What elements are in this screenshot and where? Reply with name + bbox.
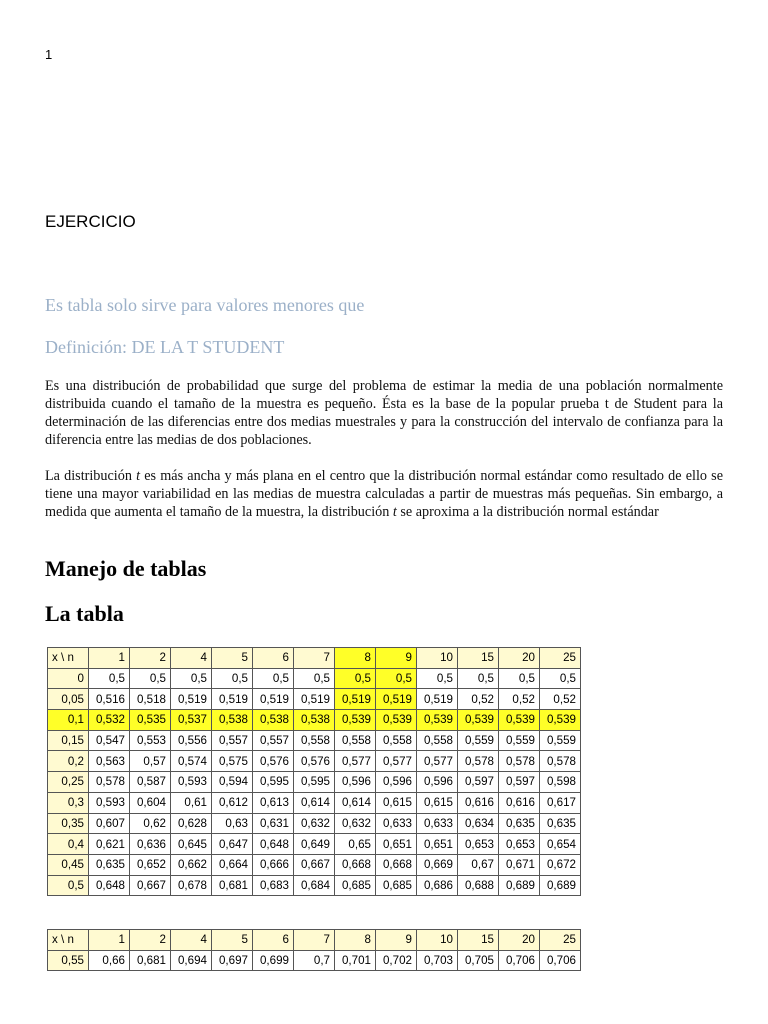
table-cell: 0,558	[335, 730, 376, 751]
italic-t: t	[392, 504, 397, 520]
table-cell: 0,669	[417, 854, 458, 875]
table-cell: 0,614	[294, 792, 335, 813]
table-cell: 0,553	[130, 730, 171, 751]
table-cell: 0,593	[89, 792, 130, 813]
table-row	[48, 875, 581, 896]
table-cell: 0,5	[89, 668, 130, 689]
table-cell: 0,681	[130, 950, 171, 971]
table-cell: 0,645	[171, 834, 212, 855]
table-cell: 0,7	[294, 950, 335, 971]
table-cell: 0,706	[540, 950, 581, 971]
table-row	[48, 950, 581, 971]
column-header-n: 5	[212, 930, 253, 951]
table-row	[48, 751, 581, 772]
column-header-n: 20	[499, 930, 540, 951]
table-row	[48, 710, 581, 731]
table-row	[48, 772, 581, 793]
table-cell: 0,66	[89, 950, 130, 971]
table-cell: 0,5	[253, 668, 294, 689]
table-cell: 0,595	[294, 772, 335, 793]
table-cell: 0,558	[417, 730, 458, 751]
table-cell: 0,628	[171, 813, 212, 834]
table-cell: 0,647	[212, 834, 253, 855]
table-cell: 0,577	[335, 751, 376, 772]
section-heading-manejo: Manejo de tablas	[45, 556, 207, 581]
table-cell: 0,556	[171, 730, 212, 751]
column-header-n: 15	[458, 930, 499, 951]
row-header-x: 0,55	[48, 950, 89, 971]
table-cell: 0,574	[171, 751, 212, 772]
table-cell: 0,57	[130, 751, 171, 772]
table-cell: 0,5	[376, 668, 417, 689]
table-row	[48, 813, 581, 834]
table-cell: 0,614	[335, 792, 376, 813]
table-cell: 0,577	[376, 751, 417, 772]
paragraph-definition: Es una distribución de probabilidad que surge del problema de estimar la media de una población normalmente distribuida cuando el tamaño de la muestra es pequeño. Ésta es la base de la popular prueba t de Student para la determinación de las diferencias entre dos medias muestrales y para la construcción del intervalo de confianza para la diferencia entre las medias de dos poblaciones.	[45, 378, 723, 448]
table-cell: 0,615	[376, 792, 417, 813]
table-corner-cell: x \ n	[48, 930, 89, 951]
table-cell: 0,668	[335, 854, 376, 875]
table-cell: 0,635	[499, 813, 540, 834]
table-cell: 0,648	[89, 875, 130, 896]
row-header-x: 0,25	[48, 772, 89, 793]
table-cell: 0,681	[212, 875, 253, 896]
table-cell: 0,62	[130, 813, 171, 834]
table-cell: 0,5	[130, 668, 171, 689]
table-row	[48, 689, 581, 710]
table-row	[48, 730, 581, 751]
table-cell: 0,61	[171, 792, 212, 813]
table-cell: 0,519	[171, 689, 212, 710]
table-cell: 0,616	[499, 792, 540, 813]
column-header-n: 20	[499, 648, 540, 669]
table-note: Es tabla solo sirve para valores menores que	[45, 295, 365, 315]
table-cell: 0,5	[499, 668, 540, 689]
table-cell: 0,667	[294, 854, 335, 875]
table-cell: 0,52	[458, 689, 499, 710]
row-header-x: 0,05	[48, 689, 89, 710]
table-cell: 0,632	[294, 813, 335, 834]
table-cell: 0,671	[499, 854, 540, 875]
table-cell: 0,538	[253, 710, 294, 731]
table-cell: 0,615	[417, 792, 458, 813]
table-cell: 0,672	[540, 854, 581, 875]
table-cell: 0,539	[458, 710, 499, 731]
table-cell: 0,63	[212, 813, 253, 834]
table-cell: 0,653	[458, 834, 499, 855]
column-header-n: 15	[458, 648, 499, 669]
table-cell: 0,587	[130, 772, 171, 793]
table-cell: 0,578	[89, 772, 130, 793]
row-header-x: 0,2	[48, 751, 89, 772]
table-cell: 0,631	[253, 813, 294, 834]
table-cell: 0,596	[417, 772, 458, 793]
table-cell: 0,688	[458, 875, 499, 896]
t-student-table	[47, 647, 581, 896]
table-cell: 0,701	[335, 950, 376, 971]
table-cell: 0,519	[212, 689, 253, 710]
table-cell: 0,519	[253, 689, 294, 710]
column-header-n: 7	[294, 930, 335, 951]
table-cell: 0,678	[171, 875, 212, 896]
table-cell: 0,635	[540, 813, 581, 834]
row-header-x: 0,4	[48, 834, 89, 855]
column-header-n: 6	[253, 648, 294, 669]
column-header-n: 8	[335, 648, 376, 669]
table-cell: 0,654	[540, 834, 581, 855]
table-cell: 0,559	[540, 730, 581, 751]
table-cell: 0,575	[212, 751, 253, 772]
table-cell: 0,67	[458, 854, 499, 875]
table-cell: 0,632	[335, 813, 376, 834]
table-cell: 0,563	[89, 751, 130, 772]
table-cell: 0,5	[417, 668, 458, 689]
column-header-n: 25	[540, 930, 581, 951]
table-cell: 0,633	[417, 813, 458, 834]
table-cell: 0,648	[253, 834, 294, 855]
definition-heading: Definición: DE LA T STUDENT	[45, 337, 285, 357]
table-cell: 0,651	[417, 834, 458, 855]
column-header-n: 10	[417, 648, 458, 669]
table-cell: 0,539	[540, 710, 581, 731]
table-cell: 0,651	[376, 834, 417, 855]
table-row	[48, 854, 581, 875]
column-header-n: 4	[171, 930, 212, 951]
table-cell: 0,558	[376, 730, 417, 751]
column-header-n: 5	[212, 648, 253, 669]
row-header-x: 0,5	[48, 875, 89, 896]
table-cell: 0,516	[89, 689, 130, 710]
table-cell: 0,662	[171, 854, 212, 875]
italic-t: t	[136, 468, 141, 484]
table-cell: 0,5	[212, 668, 253, 689]
column-header-n: 6	[253, 930, 294, 951]
table-cell: 0,604	[130, 792, 171, 813]
row-header-x: 0	[48, 668, 89, 689]
t-student-table-continued	[47, 929, 581, 971]
table-cell: 0,597	[499, 772, 540, 793]
table-cell: 0,613	[253, 792, 294, 813]
column-header-n: 7	[294, 648, 335, 669]
table-cell: 0,685	[335, 875, 376, 896]
table-cell: 0,519	[335, 689, 376, 710]
table-cell: 0,538	[212, 710, 253, 731]
table-cell: 0,519	[417, 689, 458, 710]
table-cell: 0,576	[294, 751, 335, 772]
table-cell: 0,5	[540, 668, 581, 689]
column-header-n: 2	[130, 930, 171, 951]
paragraph-text: es más ancha y más plana en el centro que la distribución normal estándar como resultado de ello se tiene una mayor variabilidad en las medias de muestra calculadas a partir de muestras más pequeñas. Sin embargo, a medida que aumenta el tamaño de la muestra, la distribución	[45, 468, 723, 520]
table-cell: 0,694	[171, 950, 212, 971]
table-header-row	[48, 648, 581, 669]
table-cell: 0,685	[376, 875, 417, 896]
table-cell: 0,538	[294, 710, 335, 731]
table-cell: 0,537	[171, 710, 212, 731]
column-header-n: 2	[130, 648, 171, 669]
section-heading-tabla: La tabla	[45, 601, 124, 626]
table-cell: 0,5	[294, 668, 335, 689]
table-cell: 0,539	[499, 710, 540, 731]
table-cell: 0,535	[130, 710, 171, 731]
column-header-n: 9	[376, 930, 417, 951]
table-cell: 0,668	[376, 854, 417, 875]
column-header-n: 1	[89, 648, 130, 669]
table-cell: 0,558	[294, 730, 335, 751]
table-row	[48, 668, 581, 689]
table-cell: 0,697	[212, 950, 253, 971]
row-header-x: 0,45	[48, 854, 89, 875]
column-header-n: 8	[335, 930, 376, 951]
table-cell: 0,576	[253, 751, 294, 772]
table-row	[48, 834, 581, 855]
table-cell: 0,519	[294, 689, 335, 710]
table-cell: 0,612	[212, 792, 253, 813]
table-cell: 0,578	[458, 751, 499, 772]
column-header-n: 10	[417, 930, 458, 951]
row-header-x: 0,15	[48, 730, 89, 751]
table-cell: 0,557	[212, 730, 253, 751]
table-cell: 0,621	[89, 834, 130, 855]
table-cell: 0,616	[458, 792, 499, 813]
table-cell: 0,578	[499, 751, 540, 772]
table-cell: 0,706	[499, 950, 540, 971]
table-cell: 0,578	[540, 751, 581, 772]
table-cell: 0,557	[253, 730, 294, 751]
paragraph-text: La distribución	[45, 468, 137, 484]
table-cell: 0,518	[130, 689, 171, 710]
table-cell: 0,686	[417, 875, 458, 896]
table-cell: 0,547	[89, 730, 130, 751]
table-cell: 0,65	[335, 834, 376, 855]
table-cell: 0,593	[171, 772, 212, 793]
table-cell: 0,664	[212, 854, 253, 875]
table-cell: 0,52	[540, 689, 581, 710]
exercise-title: EJERCICIO	[45, 212, 136, 231]
table-cell: 0,539	[417, 710, 458, 731]
table-cell: 0,539	[376, 710, 417, 731]
table-cell: 0,617	[540, 792, 581, 813]
table-cell: 0,699	[253, 950, 294, 971]
column-header-n: 4	[171, 648, 212, 669]
table-row	[48, 792, 581, 813]
table-cell: 0,634	[458, 813, 499, 834]
table-cell: 0,635	[89, 854, 130, 875]
table-cell: 0,705	[458, 950, 499, 971]
table-cell: 0,703	[417, 950, 458, 971]
column-header-n: 1	[89, 930, 130, 951]
table-cell: 0,539	[335, 710, 376, 731]
paragraph-distribution	[45, 467, 723, 521]
table-cell: 0,595	[253, 772, 294, 793]
row-header-x: 0,3	[48, 792, 89, 813]
table-cell: 0,597	[458, 772, 499, 793]
table-cell: 0,649	[294, 834, 335, 855]
table-cell: 0,689	[499, 875, 540, 896]
column-header-n: 9	[376, 648, 417, 669]
table-cell: 0,653	[499, 834, 540, 855]
page-number: 1	[45, 47, 53, 62]
table-cell: 0,598	[540, 772, 581, 793]
table-cell: 0,596	[335, 772, 376, 793]
table-cell: 0,596	[376, 772, 417, 793]
table-cell: 0,683	[253, 875, 294, 896]
table-cell: 0,5	[458, 668, 499, 689]
column-header-n: 25	[540, 648, 581, 669]
table-cell: 0,667	[130, 875, 171, 896]
table-cell: 0,52	[499, 689, 540, 710]
table-cell: 0,559	[499, 730, 540, 751]
table-cell: 0,5	[171, 668, 212, 689]
row-header-x: 0,35	[48, 813, 89, 834]
paragraph-text: se aproxima a la distribución normal estándar	[396, 504, 659, 520]
table-cell: 0,607	[89, 813, 130, 834]
table-cell: 0,689	[540, 875, 581, 896]
table-cell: 0,5	[335, 668, 376, 689]
table-cell: 0,559	[458, 730, 499, 751]
table-cell: 0,702	[376, 950, 417, 971]
table-cell: 0,577	[417, 751, 458, 772]
row-header-x: 0,1	[48, 710, 89, 731]
table-cell: 0,532	[89, 710, 130, 731]
table-cell: 0,666	[253, 854, 294, 875]
table-cell: 0,633	[376, 813, 417, 834]
table-cell: 0,519	[376, 689, 417, 710]
table-cell: 0,684	[294, 875, 335, 896]
table-cell: 0,636	[130, 834, 171, 855]
table-cell: 0,652	[130, 854, 171, 875]
table-cell: 0,594	[212, 772, 253, 793]
table-header-row	[48, 930, 581, 951]
table-corner-cell: x \ n	[48, 648, 89, 669]
